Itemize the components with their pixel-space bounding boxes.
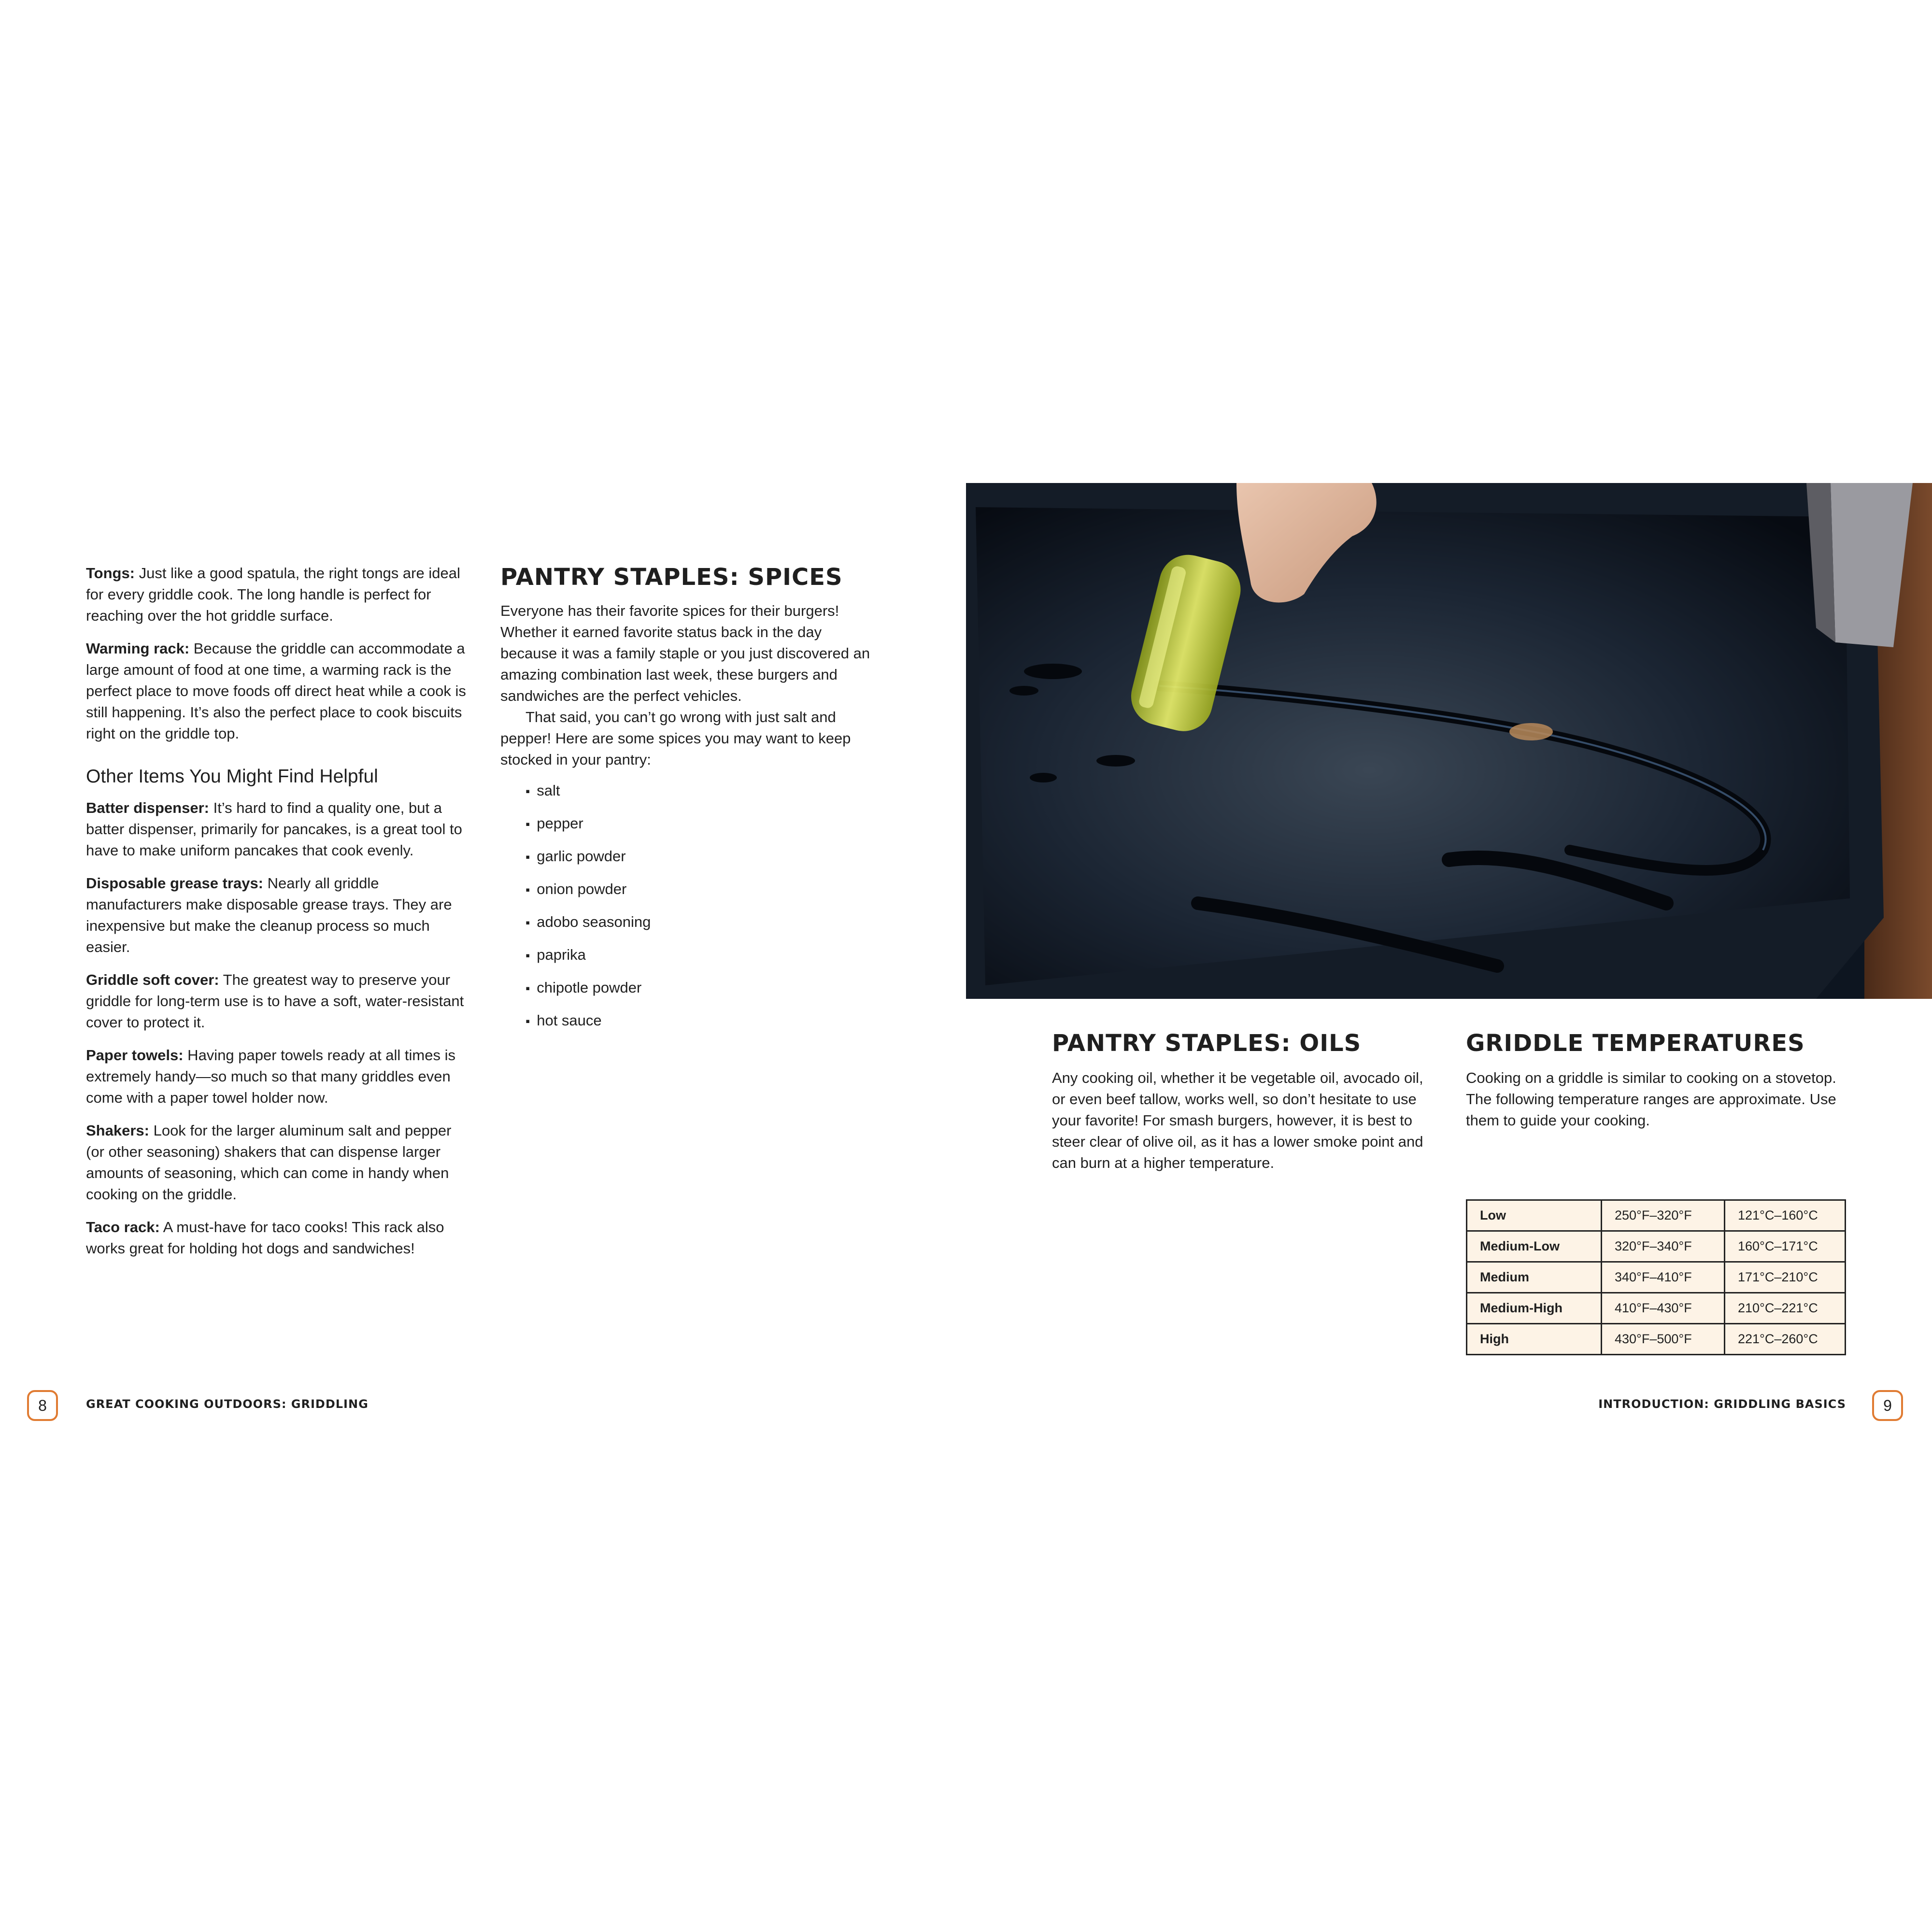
- temp-fahrenheit: 250°F–320°F: [1602, 1200, 1725, 1231]
- right-page-number: 9: [1872, 1390, 1903, 1421]
- right-running-title: INTRODUCTION: GRIDDLING BASICS: [1598, 1397, 1846, 1411]
- table-row: [1467, 1324, 1846, 1355]
- temp-label: Medium-High: [1467, 1293, 1602, 1324]
- list-item: ▪ chipotle powder: [526, 977, 877, 999]
- temp-label: Medium-Low: [1467, 1231, 1602, 1262]
- left-running-title: GREAT COOKING OUTDOORS: GRIDDLING: [86, 1397, 369, 1411]
- temp-label: Low: [1467, 1200, 1602, 1231]
- temp-celsius: 160°C–171°C: [1725, 1231, 1846, 1262]
- oils-heading: PANTRY STAPLES: OILS: [1052, 1030, 1362, 1057]
- temps-heading: GRIDDLE TEMPERATURES: [1466, 1030, 1805, 1057]
- spices-column: [500, 563, 877, 1043]
- temp-label: Medium: [1467, 1262, 1602, 1293]
- list-item: ▪ hot sauce: [526, 1010, 877, 1032]
- temp-celsius: 221°C–260°C: [1725, 1324, 1846, 1355]
- temps-text: Cooking on a griddle is similar to cooking on a stovetop. The following temperature ranges are approximate. Use them to guide your cooking.: [1466, 1069, 1836, 1129]
- list-item: ▪ salt: [526, 780, 877, 802]
- table-row: [1467, 1231, 1846, 1262]
- temp-label: High: [1467, 1324, 1602, 1355]
- table-row: [1467, 1200, 1846, 1231]
- grease-trays-item: Disposable grease trays: Nearly all griddle manufacturers make disposable grease trays. They are inexpensive but make the cleanup process so much easier.: [86, 875, 452, 955]
- temp-celsius: 171°C–210°C: [1725, 1262, 1846, 1293]
- spices-intro: Everyone has their favorite spices for their burgers! Whether it earned favorite status back in the day because it was a family staple or you just discovered an amazing combination last week, these burgers and sandwiches are the perfect vehicles.: [500, 602, 870, 704]
- taco-rack-item: Taco rack: A must-have for taco cooks! This rack also works great for holding hot dogs and sandwiches!: [86, 1219, 444, 1257]
- shakers-item: Shakers: Look for the larger aluminum salt and pepper (or other seasoning) shakers that can dispense larger amounts of seasoning, which can come in handy when cooking on the griddle.: [86, 1122, 452, 1203]
- oils-column: [1052, 1029, 1438, 1174]
- temp-fahrenheit: 410°F–430°F: [1602, 1293, 1725, 1324]
- batter-dispenser-item: Batter dispenser: It’s hard to find a quality one, but a batter dispenser, primarily for pancakes, is a great tool to have to make uniform pancakes that cook evenly.: [86, 799, 462, 859]
- oils-text: Any cooking oil, whether it be vegetable oil, avocado oil, or even beef tallow, works well, so don’t hesitate to use your favorite! For smash burgers, however, it is best to steer clear of olive oil, as it has a lower smoke point and can burn at a higher temperature.: [1052, 1069, 1423, 1171]
- left-page-number: 8: [27, 1390, 58, 1421]
- spices-heading: PANTRY STAPLES: SPICES: [500, 564, 843, 591]
- other-items-heading: Other Items You Might Find Helpful: [86, 766, 378, 787]
- temp-fahrenheit: 320°F–340°F: [1602, 1231, 1725, 1262]
- left-column: [86, 563, 470, 1271]
- table-row: [1467, 1293, 1846, 1324]
- temp-fahrenheit: 340°F–410°F: [1602, 1262, 1725, 1293]
- tongs-item: Tongs: Just like a good spatula, the right tongs are ideal for every griddle cook. The long handle is perfect for reaching over the hot griddle surface.: [86, 565, 460, 624]
- list-item: ▪ onion powder: [526, 879, 877, 900]
- spice-list: [500, 780, 877, 1032]
- list-item: ▪ paprika: [526, 944, 877, 966]
- soft-cover-item: Griddle soft cover: The greatest way to preserve your griddle for long-term use is to have a soft, water-resistant cover to protect it.: [86, 971, 464, 1031]
- list-item: ▪ pepper: [526, 813, 877, 835]
- temp-fahrenheit: 430°F–500°F: [1602, 1324, 1725, 1355]
- temp-celsius: 121°C–160°C: [1725, 1200, 1846, 1231]
- temp-celsius: 210°C–221°C: [1725, 1293, 1846, 1324]
- griddle-oil-photo: [966, 483, 1932, 999]
- temps-column: [1466, 1029, 1852, 1131]
- table-row: [1467, 1262, 1846, 1293]
- list-item: ▪ garlic powder: [526, 846, 877, 867]
- paper-towels-item: Paper towels: Having paper towels ready at all times is extremely handy—so much so that many griddles even come with a paper towel holder now.: [86, 1047, 455, 1106]
- list-item: ▪ adobo seasoning: [526, 911, 877, 933]
- temperature-table: [1466, 1199, 1846, 1355]
- warming-rack-item: Warming rack: Because the griddle can accommodate a large amount of food at one time, a warming rack is the perfect place to move foods off direct heat while a cook is still happening. It’s also the perfect place to cook biscuits right on the griddle top.: [86, 640, 466, 742]
- spices-note: That said, you can’t go wrong with just salt and pepper! Here are some spices you may want to keep stocked in your pantry:: [500, 709, 851, 768]
